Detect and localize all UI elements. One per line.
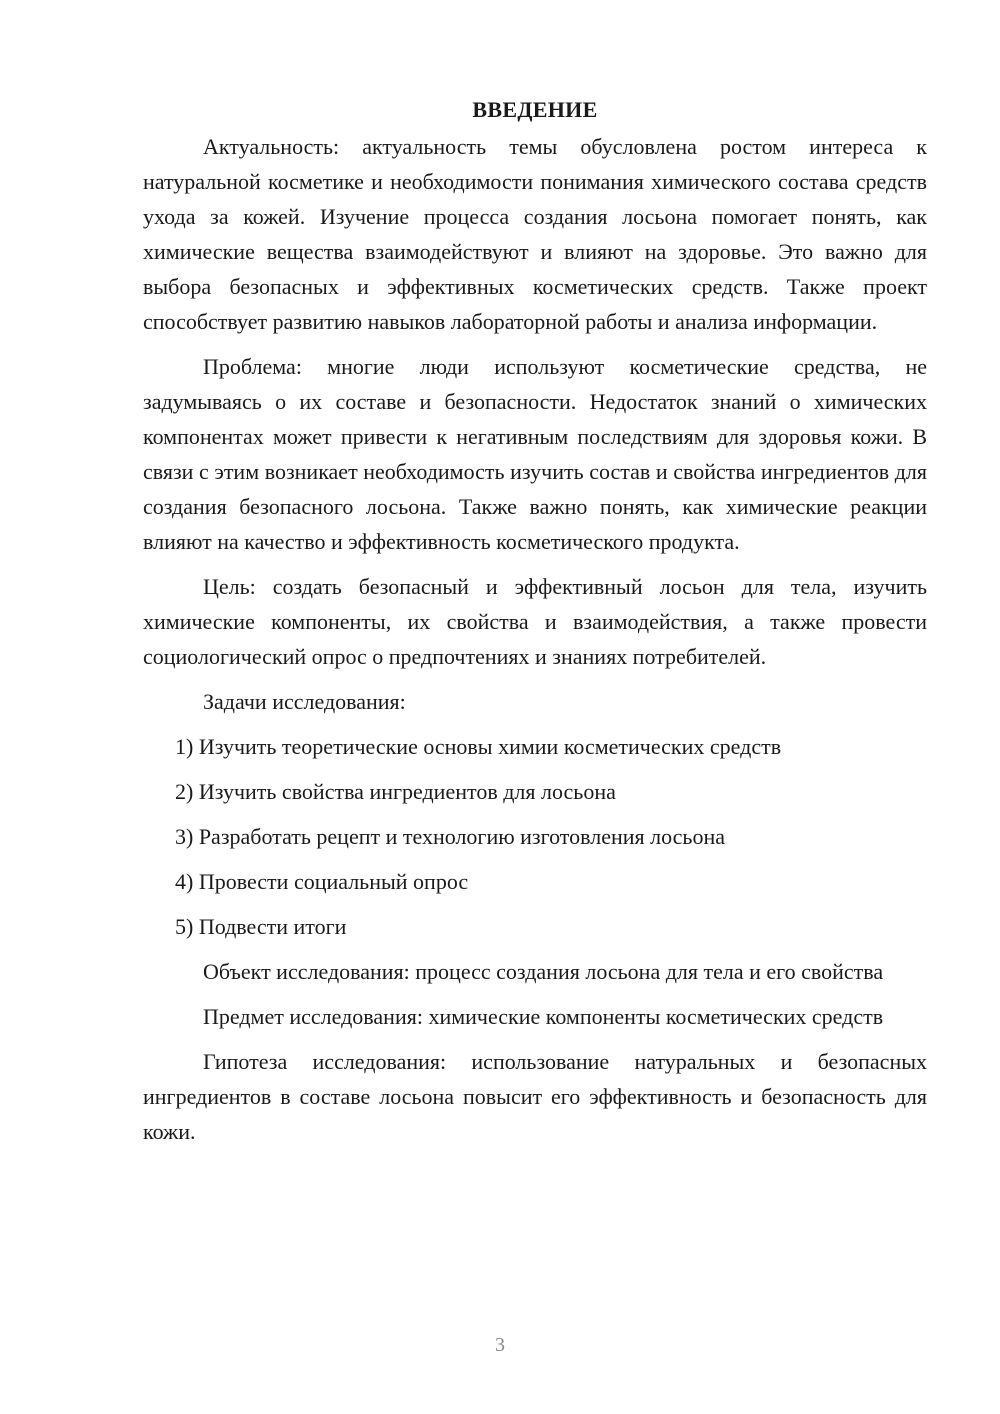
page-number: 3 [495, 1334, 505, 1356]
paragraph-object: Объект исследования: процесс создания лосьона для тела и его свойства [203, 959, 884, 984]
task-item-2: 2) Изучить свойства ингредиентов для лосьона [175, 779, 616, 804]
task-item-4: 4) Провести социальный опрос [175, 869, 469, 894]
tasks-heading: Задачи исследования: [203, 689, 406, 714]
paragraph-subject: Предмет исследования: химические компоненты косметических средств [203, 1004, 884, 1029]
task-item-3: 3) Разработать рецепт и технологию изготовления лосьона [175, 824, 725, 849]
paragraph-hypothesis: Гипотеза исследования: использование натуральных и безопасных ингредиентов в составе лосьона повысит его эффективность и безопасность для кожи. [143, 1049, 927, 1144]
task-item-5: 5) Подвести итоги [175, 914, 347, 939]
section-heading: ВВЕДЕНИЕ [472, 97, 598, 122]
task-item-1: 1) Изучить теоретические основы химии косметических средств [175, 734, 782, 759]
paragraph-problem: Проблема: многие люди используют косметические средства, не задумываясь о их составе и безопасности. Недостаток знаний о химических компонентах может привести к негативным последствиям для здоровья кожи. В связи с этим возникает необходимость изучить состав и свойства ингредиентов для создания безопасного лосьона. Также важно понять, как химические реакции влияют на качество и эффективность косметического продукта. [143, 354, 927, 554]
paragraph-relevance: Актуальность: актуальность темы обусловлена ростом интереса к натуральной косметике и необходимости понимания химического состава средств ухода за кожей. Изучение процесса создания лосьона помогает понять, как химические вещества взаимодействуют и влияют на здоровье. Это важно для выбора безопасных и эффективных косметических средств. Также проект способствует развитию навыков лабораторной работы и анализа информации. [143, 134, 927, 334]
paragraph-goal: Цель: создать безопасный и эффективный лосьон для тела, изучить химические компоненты, их свойства и взаимодействия, а также провести социологический опрос о предпочтениях и знаниях потребителей. [143, 574, 927, 669]
page-content [143, 92, 927, 1149]
